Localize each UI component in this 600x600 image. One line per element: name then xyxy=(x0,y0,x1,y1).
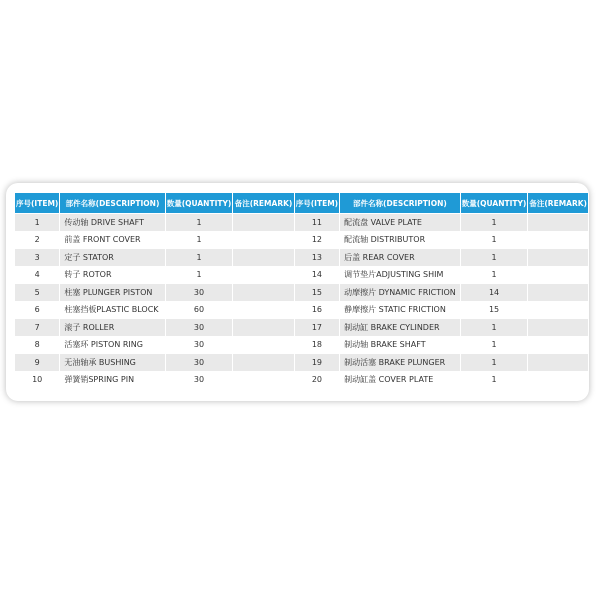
header-remark: 备注(REMARK) xyxy=(528,193,588,213)
cell-remark xyxy=(233,337,293,354)
cell-item: 10 xyxy=(15,372,59,389)
cell-description: 调节垫片ADJUSTING SHIM xyxy=(340,267,460,284)
cell-description: 制动活塞 BRAKE PLUNGER xyxy=(340,354,460,371)
cell-description: 无油轴承 BUSHING xyxy=(60,354,164,371)
cell-description: 柱塞挡板PLASTIC BLOCK xyxy=(60,302,164,319)
cell-remark xyxy=(233,354,293,371)
cell-remark xyxy=(528,354,588,371)
cell-description: 传动轴 DRIVE SHAFT xyxy=(60,214,164,231)
cell-item: 18 xyxy=(295,337,339,354)
cell-description: 定子 STATOR xyxy=(60,249,164,266)
cell-item: 17 xyxy=(295,319,339,336)
cell-description: 弹簧销SPRING PIN xyxy=(60,372,164,389)
cell-description: 配流轴 DISTRIBUTOR xyxy=(340,232,460,249)
cell-quantity: 1 xyxy=(461,232,528,249)
cell-item: 3 xyxy=(15,249,59,266)
table-row xyxy=(15,337,588,354)
cell-remark xyxy=(528,284,588,301)
header-item: 序号(ITEM) xyxy=(15,193,59,213)
cell-quantity: 1 xyxy=(461,214,528,231)
cell-remark xyxy=(233,232,293,249)
cell-item: 16 xyxy=(295,302,339,319)
cell-item: 20 xyxy=(295,372,339,389)
cell-description: 转子 ROTOR xyxy=(60,267,164,284)
cell-item: 11 xyxy=(295,214,339,231)
cell-description: 静摩擦片 STATIC FRICTION xyxy=(340,302,460,319)
cell-quantity: 30 xyxy=(166,354,233,371)
cell-remark xyxy=(528,302,588,319)
cell-remark xyxy=(528,372,588,389)
cell-item: 15 xyxy=(295,284,339,301)
cell-quantity: 15 xyxy=(461,302,528,319)
cell-quantity: 60 xyxy=(166,302,233,319)
table-row xyxy=(15,267,588,284)
cell-quantity: 1 xyxy=(461,267,528,284)
cell-quantity: 1 xyxy=(461,372,528,389)
cell-description: 后盖 REAR COVER xyxy=(340,249,460,266)
cell-remark xyxy=(528,337,588,354)
cell-description: 制动轴 BRAKE SHAFT xyxy=(340,337,460,354)
cell-item: 2 xyxy=(15,232,59,249)
cell-item: 19 xyxy=(295,354,339,371)
cell-description: 柱塞 PLUNGER PISTON xyxy=(60,284,164,301)
cell-quantity: 1 xyxy=(166,267,233,284)
cell-quantity: 1 xyxy=(461,354,528,371)
table-row xyxy=(15,284,588,301)
cell-remark xyxy=(233,284,293,301)
cell-remark xyxy=(233,214,293,231)
cell-description: 动摩擦片 DYNAMIC FRICTION xyxy=(340,284,460,301)
table-row xyxy=(15,249,588,266)
cell-item: 5 xyxy=(15,284,59,301)
cell-remark xyxy=(233,372,293,389)
header-item: 序号(ITEM) xyxy=(295,193,339,213)
cell-quantity: 30 xyxy=(166,337,233,354)
cell-item: 4 xyxy=(15,267,59,284)
cell-description: 制动缸盖 COVER PLATE xyxy=(340,372,460,389)
table-row xyxy=(15,372,588,389)
parts-table-card xyxy=(6,183,589,401)
cell-quantity: 1 xyxy=(461,249,528,266)
cell-item: 14 xyxy=(295,267,339,284)
cell-item: 6 xyxy=(15,302,59,319)
cell-remark xyxy=(528,214,588,231)
cell-item: 12 xyxy=(295,232,339,249)
cell-quantity: 1 xyxy=(166,214,233,231)
cell-description: 活塞环 PISTON RING xyxy=(60,337,164,354)
header-description: 部件名称(DESCRIPTION) xyxy=(340,193,460,213)
cell-remark xyxy=(528,267,588,284)
table-row xyxy=(15,302,588,319)
cell-remark xyxy=(528,319,588,336)
cell-quantity: 14 xyxy=(461,284,528,301)
cell-remark xyxy=(233,319,293,336)
header-description: 部件名称(DESCRIPTION) xyxy=(60,193,164,213)
cell-item: 7 xyxy=(15,319,59,336)
cell-remark xyxy=(233,267,293,284)
cell-description: 滚子 ROLLER xyxy=(60,319,164,336)
cell-remark xyxy=(233,249,293,266)
cell-remark xyxy=(528,249,588,266)
table-header-row xyxy=(15,193,588,213)
parts-table xyxy=(14,192,589,389)
table-row xyxy=(15,319,588,336)
cell-quantity: 1 xyxy=(166,232,233,249)
cell-quantity: 30 xyxy=(166,319,233,336)
cell-description: 制动缸 BRAKE CYLINDER xyxy=(340,319,460,336)
cell-quantity: 1 xyxy=(461,337,528,354)
cell-quantity: 30 xyxy=(166,372,233,389)
cell-item: 1 xyxy=(15,214,59,231)
cell-quantity: 1 xyxy=(166,249,233,266)
header-quantity: 数量(QUANTITY) xyxy=(166,193,233,213)
cell-description: 前盖 FRONT COVER xyxy=(60,232,164,249)
cell-quantity: 1 xyxy=(461,319,528,336)
header-remark: 备注(REMARK) xyxy=(233,193,293,213)
cell-item: 13 xyxy=(295,249,339,266)
cell-remark xyxy=(233,302,293,319)
cell-item: 9 xyxy=(15,354,59,371)
cell-item: 8 xyxy=(15,337,59,354)
table-row xyxy=(15,214,588,231)
table-row xyxy=(15,354,588,371)
cell-remark xyxy=(528,232,588,249)
header-quantity: 数量(QUANTITY) xyxy=(461,193,528,213)
table-row xyxy=(15,232,588,249)
cell-quantity: 30 xyxy=(166,284,233,301)
cell-description: 配流盘 VALVE PLATE xyxy=(340,214,460,231)
